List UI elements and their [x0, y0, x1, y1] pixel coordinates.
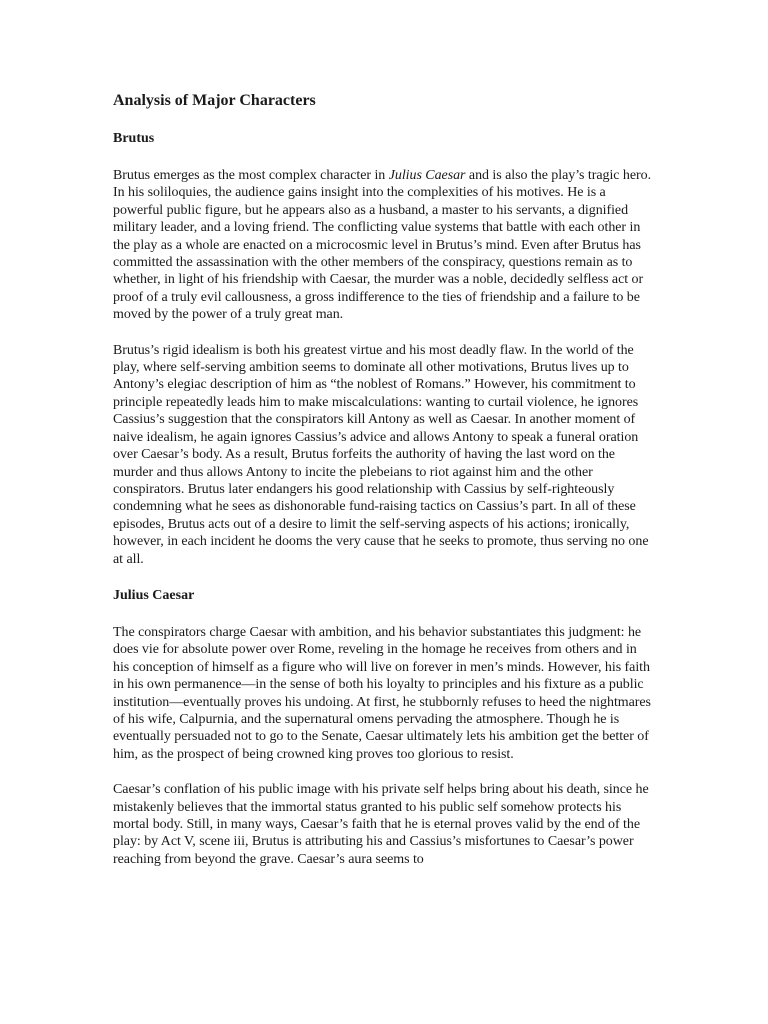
paragraph	[113, 167, 653, 324]
section-heading: Julius Caesar	[113, 587, 195, 603]
document-title: Analysis of Major Characters	[113, 92, 316, 109]
paragraph-text: and is also the play’s tragic hero. In his soliloquies, the audience gains insight into the complexities of his motives. He is a powerful public figure, but he appears also as a husband, a master to his servants, a dignified military leader, and a loving friend. The conflicting value systems that battle with each other in the play as a whole are enacted on a microcosmic level in Brutus’s mind. Even after Brutus has committed the assassination with the other members of the conspiracy, questions remain as to whether, in light of his friendship with Caesar, the murder was a noble, decidedly selfless act or proof of a truly evil callousness, a gross indifference to the ties of friendship and a failure to be moved by the power of a truly great man.	[113, 168, 652, 323]
paragraph-text: Brutus emerges as the most complex character in	[113, 168, 389, 183]
italic-title: Julius Caesar	[388, 168, 466, 183]
document-page	[113, 90, 653, 886]
paragraph-text: Caesar’s conflation of his public image with his private self helps bring about his death, since he mistakenly believes that the immortal status granted to his public self somehow protects his mortal body. Still, in many ways, Caesar’s faith that he is eternal proves valid by the end of the play: by Act V, scene iii, Brutus is attributing his and Cassius’s misfortunes to Caesar’s power reaching from beyond the grave. Caesar’s aura seems to	[113, 782, 649, 867]
section-heading: Brutus	[113, 131, 155, 146]
paragraph-text: The conspirators charge Caesar with ambition, and his behavior substantiates this judgment: he does vie for absolute power over Rome, reveling in the homage he receives from others and in his conception of himself as a figure who will live on forever in men’s minds. However, his faith in his own permanence—in the sense of both his loyalty to principles and his fixture as a public institution—eventually proves his undoing. At first, he stubbornly refuses to heed the nightmares of his wife, Calpurnia, and the supernatural omens pervading the atmosphere. Though he is eventually persuaded not to go to the Senate, Caesar ultimately lets his ambition get the better of him, as the prospect of being crowned king proves too glorious to resist.	[113, 624, 651, 762]
paragraph	[113, 781, 653, 868]
paragraph	[113, 624, 653, 763]
paragraph	[113, 342, 653, 568]
section-brutus	[113, 129, 653, 568]
paragraph-text: Brutus’s rigid idealism is both his greatest virtue and his most deadly flaw. In the world of the play, where self-serving ambition seems to dominate all other motivations, Brutus lives up to Antony’s elegiac description of him as “the noblest of Romans.” However, his commitment to principle repeatedly leads him to make miscalculations: wanting to curtail violence, he ignores Cassius’s suggestion that the conspirators kill Antony as well as Caesar. In another moment of naive idealism, he again ignores Cassius’s advice and allows Antony to speak a funeral oration over Caesar’s body. As a result, Brutus forfeits the authority of having the last word on the murder and thus allows Antony to incite the plebeians to riot against him and the other conspirators. Brutus later endangers his good relationship with Cassius by self-righteously condemning what he sees as dishonorable fund-raising tactics on Cassius’s part. In all of these episodes, Brutus acts out of a desire to limit the self-serving aspects of his actions; ironically, however, in each incident he dooms the very cause that he seeks to promote, thus serving no one at all.	[113, 342, 649, 567]
section-julius-caesar	[113, 586, 653, 868]
